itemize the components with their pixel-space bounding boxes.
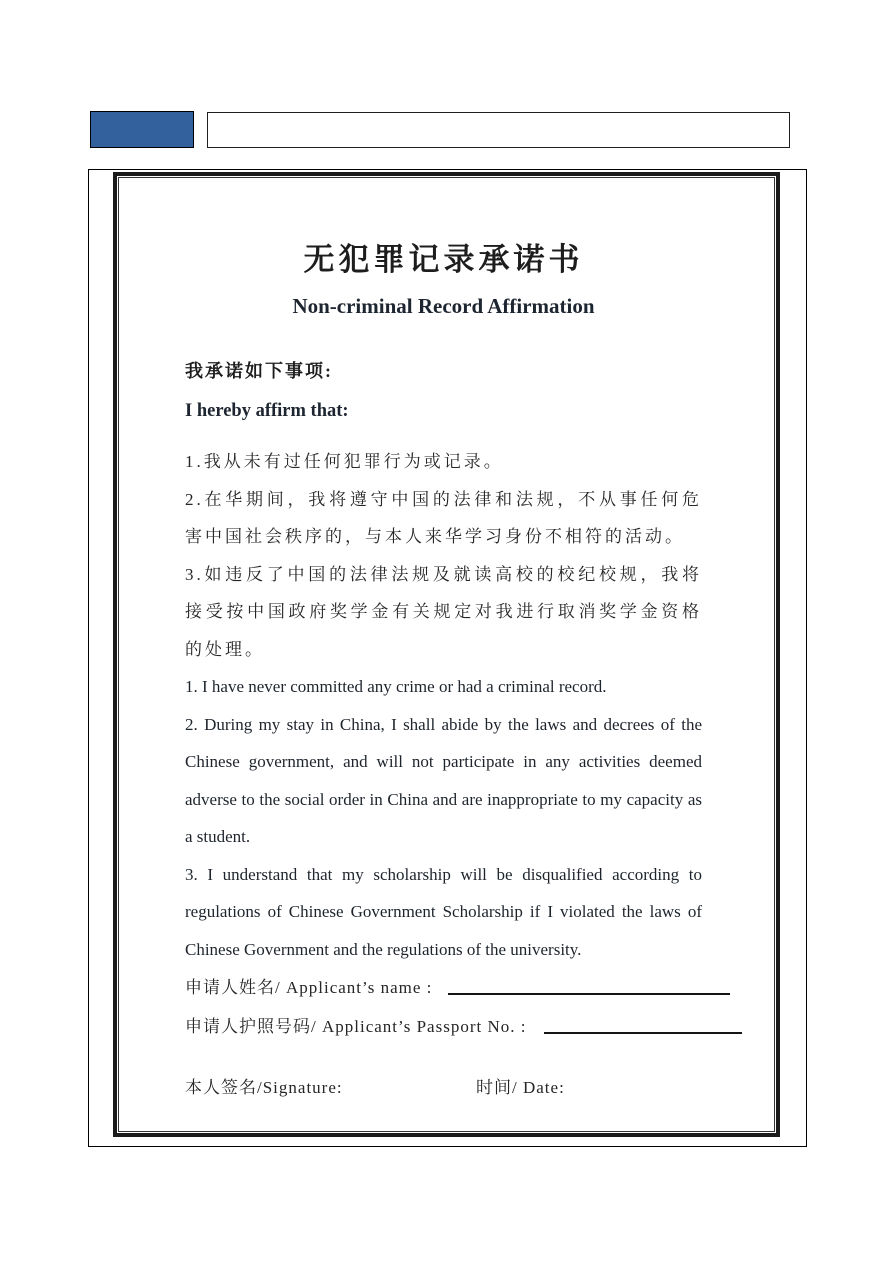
date-label: 时间/ Date: <box>476 1078 565 1097</box>
blue-label-box <box>90 111 194 148</box>
item-en-1: 1. I have never committed any crime or had a criminal record. <box>185 677 607 696</box>
empty-text-field[interactable] <box>207 112 790 148</box>
applicant-passport-line <box>185 1007 702 1046</box>
affirmation-items <box>185 443 702 968</box>
item-zh-3: 3.如违反了中国的法律法规及就读高校的校纪校规，我将接受按中国政府奖学金有关规定对我进行取消奖学金资格的处理。 <box>185 564 702 659</box>
document-title-zh: 无犯罪记录承诺书 <box>303 242 584 277</box>
document-scan <box>88 169 807 1147</box>
signature-label: 本人签名/Signature: <box>185 1078 343 1097</box>
applicant-passport-blank <box>544 1018 742 1034</box>
affirm-heading-zh: 我承诺如下事项: <box>185 361 333 381</box>
applicant-name-label: 申请人姓名/ Applicant’s name : <box>185 978 433 997</box>
document-content <box>119 178 774 1131</box>
applicant-passport-label: 申请人护照号码/ Applicant’s Passport No. : <box>185 1017 527 1036</box>
item-zh-1: 1.我从未有过任何犯罪行为或记录。 <box>185 452 504 471</box>
decorative-border-inner <box>118 177 775 1132</box>
item-zh-2: 2.在华期间，我将遵守中国的法律和法规，不从事任何危害中国社会秩序的，与本人来华学习身份不相符的活动。 <box>185 489 702 546</box>
signature-date-line <box>185 1075 702 1101</box>
document-title-en: Non-criminal Record Affirmation <box>292 294 595 318</box>
affirm-heading-en: I hereby affirm that: <box>185 401 349 421</box>
applicant-name-blank <box>448 979 730 995</box>
item-en-2: 2. During my stay in China, I shall abide by the laws and decrees of the Chinese government, and will not participate in any activities deemed adverse to the social order in China and are inappropriate to my capacity as a student. <box>185 714 702 846</box>
decorative-border-outer <box>113 172 780 1137</box>
applicant-name-line <box>185 968 702 1007</box>
item-en-3: 3. I understand that my scholarship will be disqualified according to regulations of Chinese Government Scholarship if I violated the laws of Chinese Government and the regulations of the university. <box>185 864 702 959</box>
